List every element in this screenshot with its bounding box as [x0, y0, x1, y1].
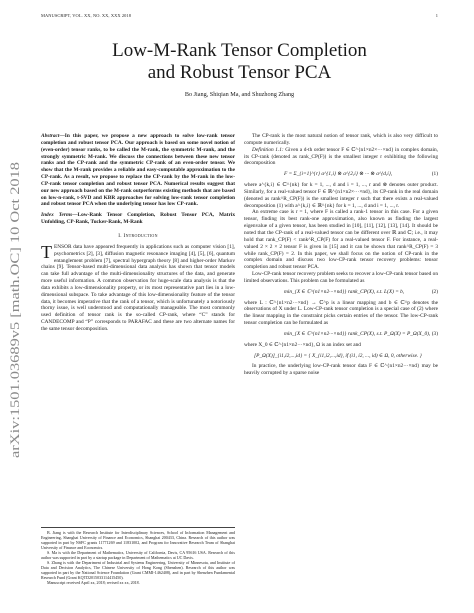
header-page-number: 1	[435, 13, 438, 18]
index-terms	[41, 212, 235, 226]
equation-1-number: (1)	[431, 171, 438, 178]
left-column	[41, 133, 235, 333]
equation-2-body: min_{X ∈ ℂ^{n1×n2···×nd}} rank_CP(X), s.t. L(X) = b,	[284, 288, 405, 295]
abstract	[41, 133, 235, 208]
paper-title-line-1: Low-M-Rank Tensor Completion	[112, 40, 367, 61]
footnote-jiang: B. Jiang is with the Research Institute for Interdisciplinary Sciences, School of Information Management and Engineering, Shanghai University of Finance and Economics, Shanghai 200433, China. Research of this author was supported in part by NSFC grants 11771269 and 11831002, and Program for Innovative Research Team of Shanghai University of Finance and Economics.	[41, 530, 235, 550]
footnote-ma: S. Ma is with the Department of Mathematics, University of California, Davis, CA 95616 USA. Research of this author was supported in part by a startup package in Department of Mathematics at UC Davis.	[41, 550, 235, 560]
decomposition-explanation: where a^{k,i} ∈ ℂ^{nk} for k = 1, ..., d and i = 1, ..., r and ⊗ denotes outer product. Similarly, for a real-valued tensor F ∈ ℝ^{n1×n2×···×nd}, its CP-rank in the real domain (denoted as rank^R_CP(F)) is the smallest integer r such that there exists a real-valued decomposition (1) with a^{k,i} ∈ ℝ^{nk} for k = 1, ..., d and i = 1, ..., r.	[244, 182, 438, 209]
title-block	[41, 40, 438, 98]
paper-title-line-2: and Robust Tensor PCA	[147, 62, 332, 83]
section-heading-introduction: I. Introduction	[118, 232, 158, 239]
equation-3-number: (3)	[431, 330, 438, 337]
index-terms-text: —Low-Rank Tensor Completion, Robust Tensor PCA, Matrix Unfolding, CP-Rank, Tucker-Rank, M-Rank	[41, 212, 235, 226]
rank-one-paragraph: An extreme case is r = 1, where F is called a rank-1 tensor in this case. For a given tensor, finding its best rank-one approximation, also known as finding the largest eigenvalue of a given tensor, has been studied in [10], [11], [12], [13], [14]. It should be noted that the CP-rank of a real-valued tensor can be different over ℝ and ℂ; i.e., it may hold that rank_CP(F) < rank^R_CP(F) for a real-valued tensor F. For instance, a real-valued 2 × 2 × 2 tensor F is given in [15] and it can be shown that rank^R_CP(F) = 3 while rank_CP(F) = 2. In this paper, we shall focus on the notion of CP-rank in the complex domain and discuss two low-CP-rank tensor recovery problems: tensor completion and robust tensor PCA.	[244, 209, 438, 271]
definition-text: Given a d-th order tensor F ∈ ℂ^{n1×n2×···×nd} in complex domain, its CP-rank (denoted as rank_CP(F)) is the smallest integer r exhibiting the following decomposition	[244, 146, 439, 167]
intro-paragraph	[41, 241, 235, 333]
equation-4-body: [P_Ω(X)]_{i1,i2,...,id} = { X_{i1,i2,...,id}, if (i1, i2, ..., id) ∈ Ω, 0, otherwise. }	[254, 352, 422, 359]
footnotes	[41, 527, 235, 585]
index-set-paragraph: where X_0 ∈ ℂ^{n1×n2···×nd}, Ω is an index set and	[244, 341, 361, 348]
footnote-manuscript: Manuscript received April xx, 2018; revised xx xx, 2018.	[47, 580, 140, 585]
equation-3-body: min_{X ∈ ℂ^{n1×n2···×nd}} rank_CP(X), s.t. P_Ω(X) = P_Ω(X_0),	[284, 330, 431, 337]
definition-1-1	[244, 147, 438, 168]
completion-paragraph: where L : ℂ^{n1×n2···×nd} → ℂ^p is a linear mapping and b ∈ ℂ^p denotes the observations of X under L. Low-CP-rank tensor completion is a special case of (2) where the linear mapping in the constraint picks certain entries of the tensor. The low-CP-rank tensor completion can be formulated as	[244, 299, 438, 327]
right-column	[244, 133, 438, 377]
index-terms-lead: Index Terms	[41, 212, 73, 219]
header-journal: MANUSCRIPT, VOL. XX, NO. XX, XXX 2018	[41, 13, 132, 18]
author-list: Bo Jiang, Shiqian Ma, and Shuzhong Zhang	[184, 91, 295, 98]
equation-2	[244, 289, 438, 296]
equation-3	[244, 331, 438, 338]
running-header	[41, 13, 438, 18]
intro-paragraph-text: ENSOR data have appeared frequently in applications such as computer vision [1], psychometrics [2], [3], diffusion magnetic resonance imaging [4], [5], [6], quantum entanglement problem [7], spectral hypergraph theory [8] and higher-order Markov chains [9]. Tensor-based multi-dimensional data analysis has shown that tensor models can take full advantage of the multi-dimensionality structures of the data, and generate more useful information. A common observation for huge-scale data analysis is that the data exhibits a low-dimensionality property, or its most representative part lies in a low-dimensional subspace. To take advantage of this low-dimensionality feature of the tensor data, it becomes imperative that the rank of a tensor, which is unfortunately a notoriously thorny issue, is well understood and computationally manageable. The most commonly used definition of tensor rank is the so-called CP-rank, where “C” stands for CANDECOMP and “P” corresponds to PARAFAC and these are two alternate names for the same tensor decomposition.	[41, 243, 235, 332]
equation-1-body: F = Σ_{i=1}^{r} a^{1,i} ⊗ a^{2,i} ⊗ ··· ⊗ a^{d,i},	[284, 171, 393, 178]
drop-cap: T	[41, 241, 52, 262]
footnote-zhang: S. Zhang is with the Department of Industrial and Systems Engineering, University of Minnesota, and Institute of Data and Decision Analytics, The Chinese University of Hong Kong (Shenzhen). Research of this author was supported in part by the National Science Foundation (Grant CMMI-1462408), and in part by Shenzhen Fundamental Research Fund (Grant KQTD2015033114415450).	[41, 560, 235, 580]
cp-rank-paragraph: The CP-rank is the most natural notion of tensor rank, which is also very difficult to compute numerically.	[244, 133, 438, 146]
arxiv-stamp	[6, 160, 23, 460]
equation-1	[244, 171, 438, 178]
arxiv-stamp-text: arXiv:1501.03689v5 [math.OC] 10 Oct 2018	[6, 223, 22, 458]
corruption-paragraph: In practice, the underlying low-CP-rank tensor data F ∈ ℂ^{n1×n2···×nd} may be heavily corrupted by a sparse noise	[244, 363, 438, 377]
abstract-lead: Abstract	[41, 133, 60, 139]
equation-2-number: (2)	[431, 288, 438, 295]
equation-4	[244, 353, 438, 360]
definition-lead: Definition 1.1:	[252, 146, 284, 153]
recovery-paragraph: Low-CP-rank tensor recovery problem seeks to recover a low-CP-rank tensor based on limited observations. This problem can be formulated as	[244, 271, 438, 284]
abstract-text: —In this paper, we propose a new approach to solve low-rank tensor completion and robust tensor PCA. Our approach is based on some novel notion of (even-order) tensor ranks, to be called the M-rank, the symmetric M-rank, and the strongly symmetric M-rank. We discuss the connections between these new tensor ranks and the CP-rank and the symmetric CP-rank of an even-order tensor. We show that the M-rank provides a reliable and easy-computable approximation to the CP-rank. As a result, we propose to replace the CP-rank by the M-rank in the low-CP-rank tensor completion and robust tensor PCA. Numerical results suggest that our new approach based on the M-rank outperforms existing methods that are based on low-n-rank, t-SVD and KBR approaches for solving low-rank tensor completion and robust tensor PCA when the underlying tensor has low CP-rank.	[41, 133, 235, 208]
